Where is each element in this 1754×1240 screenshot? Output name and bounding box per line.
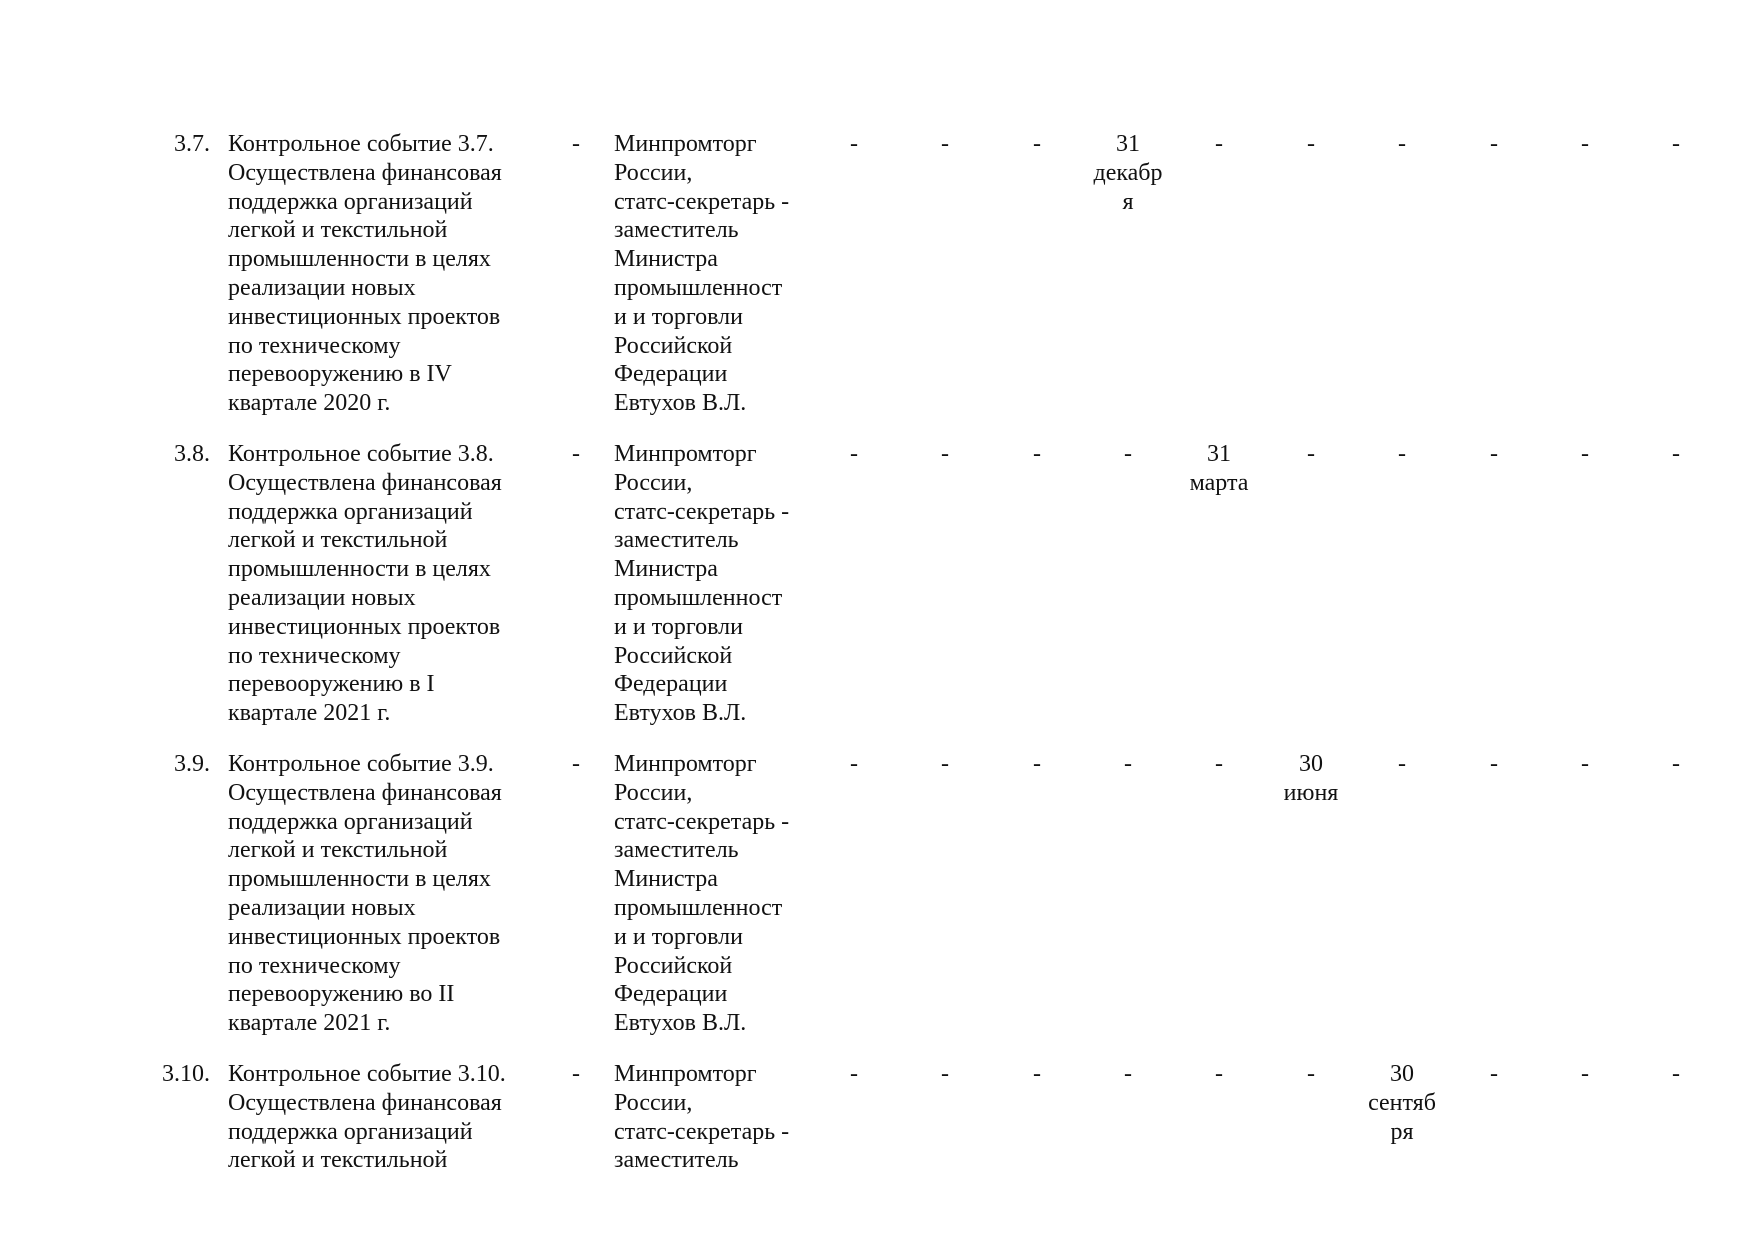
indicator-value: - (572, 441, 580, 467)
period-cell: - (1672, 751, 1680, 777)
period-cell: - (1398, 751, 1406, 777)
period-cell: - (850, 751, 858, 777)
period-cell: - (1033, 751, 1041, 777)
period-cell: - (1124, 751, 1132, 777)
period-cell: - (1490, 1061, 1498, 1087)
period-cell: 30 июня (1283, 751, 1339, 806)
event-description: Контрольное событие 3.10. Осуществлена финансовая поддержка организаций легкой и текстильной (228, 1061, 506, 1174)
period-cell: - (1307, 1061, 1315, 1087)
period-cell: - (1581, 441, 1589, 467)
period-cell: - (1124, 441, 1132, 467)
indicator-value: - (572, 131, 580, 157)
period-cell: 31 марта (1189, 441, 1249, 496)
period-cell: - (1215, 131, 1223, 157)
period-cell: - (1672, 441, 1680, 467)
responsible-executor: Минпромторг России, статс-секретарь - заместитель (614, 1061, 790, 1174)
period-cell: - (850, 441, 858, 467)
period-cell: - (941, 131, 949, 157)
period-cell: - (1215, 1061, 1223, 1087)
period-cell: - (1033, 441, 1041, 467)
responsible-executor: Минпромторг России, статс-секретарь - заместитель Министра промышленност и и торговли Российской Федерации Евтухов В.Л. (614, 751, 790, 1037)
period-cell: - (1490, 131, 1498, 157)
period-cell: - (1215, 751, 1223, 777)
period-cell: - (941, 441, 949, 467)
row-number: 3.8. (174, 441, 210, 467)
responsible-executor: Минпромторг России, статс-секретарь - заместитель Министра промышленност и и торговли Российской Федерации Евтухов В.Л. (614, 441, 790, 727)
responsible-executor: Минпромторг России, статс-секретарь - заместитель Министра промышленност и и торговли Российской Федерации Евтухов В.Л. (614, 131, 790, 417)
period-cell: - (941, 751, 949, 777)
row-number: 3.7. (174, 131, 210, 157)
period-cell: - (1490, 441, 1498, 467)
row-number: 3.9. (174, 751, 210, 777)
period-cell: - (1581, 751, 1589, 777)
period-cell: 31 декабр я (1093, 131, 1163, 215)
event-description: Контрольное событие 3.7. Осуществлена финансовая поддержка организаций легкой и текстильной промышленности в целях реализации новых инвестиционных проектов по техническому перевооружению в IV квартале 2020 г. (228, 131, 502, 417)
period-cell: - (1398, 441, 1406, 467)
indicator-value: - (572, 751, 580, 777)
indicator-value: - (572, 1061, 580, 1087)
period-cell: - (1124, 1061, 1132, 1087)
period-cell: - (1672, 1061, 1680, 1087)
period-cell: - (1398, 131, 1406, 157)
period-cell: - (1307, 131, 1315, 157)
period-cell: - (1033, 131, 1041, 157)
event-description: Контрольное событие 3.9. Осуществлена финансовая поддержка организаций легкой и текстильной промышленности в целях реализации новых инвестиционных проектов по техническому перевооружению во II квартале 2021 г. (228, 751, 502, 1037)
period-cell: - (1581, 131, 1589, 157)
period-cell: - (1490, 751, 1498, 777)
event-description: Контрольное событие 3.8. Осуществлена финансовая поддержка организаций легкой и текстильной промышленности в целях реализации новых инвестиционных проектов по техническому перевооружению в I квартале 2021 г. (228, 441, 502, 727)
period-cell: - (941, 1061, 949, 1087)
period-cell: - (1033, 1061, 1041, 1087)
period-cell: - (1581, 1061, 1589, 1087)
period-cell: - (850, 131, 858, 157)
row-number: 3.10. (162, 1061, 210, 1087)
period-cell: - (1307, 441, 1315, 467)
period-cell: - (1672, 131, 1680, 157)
period-cell: 30 сентяб ря (1368, 1061, 1436, 1145)
period-cell: - (850, 1061, 858, 1087)
